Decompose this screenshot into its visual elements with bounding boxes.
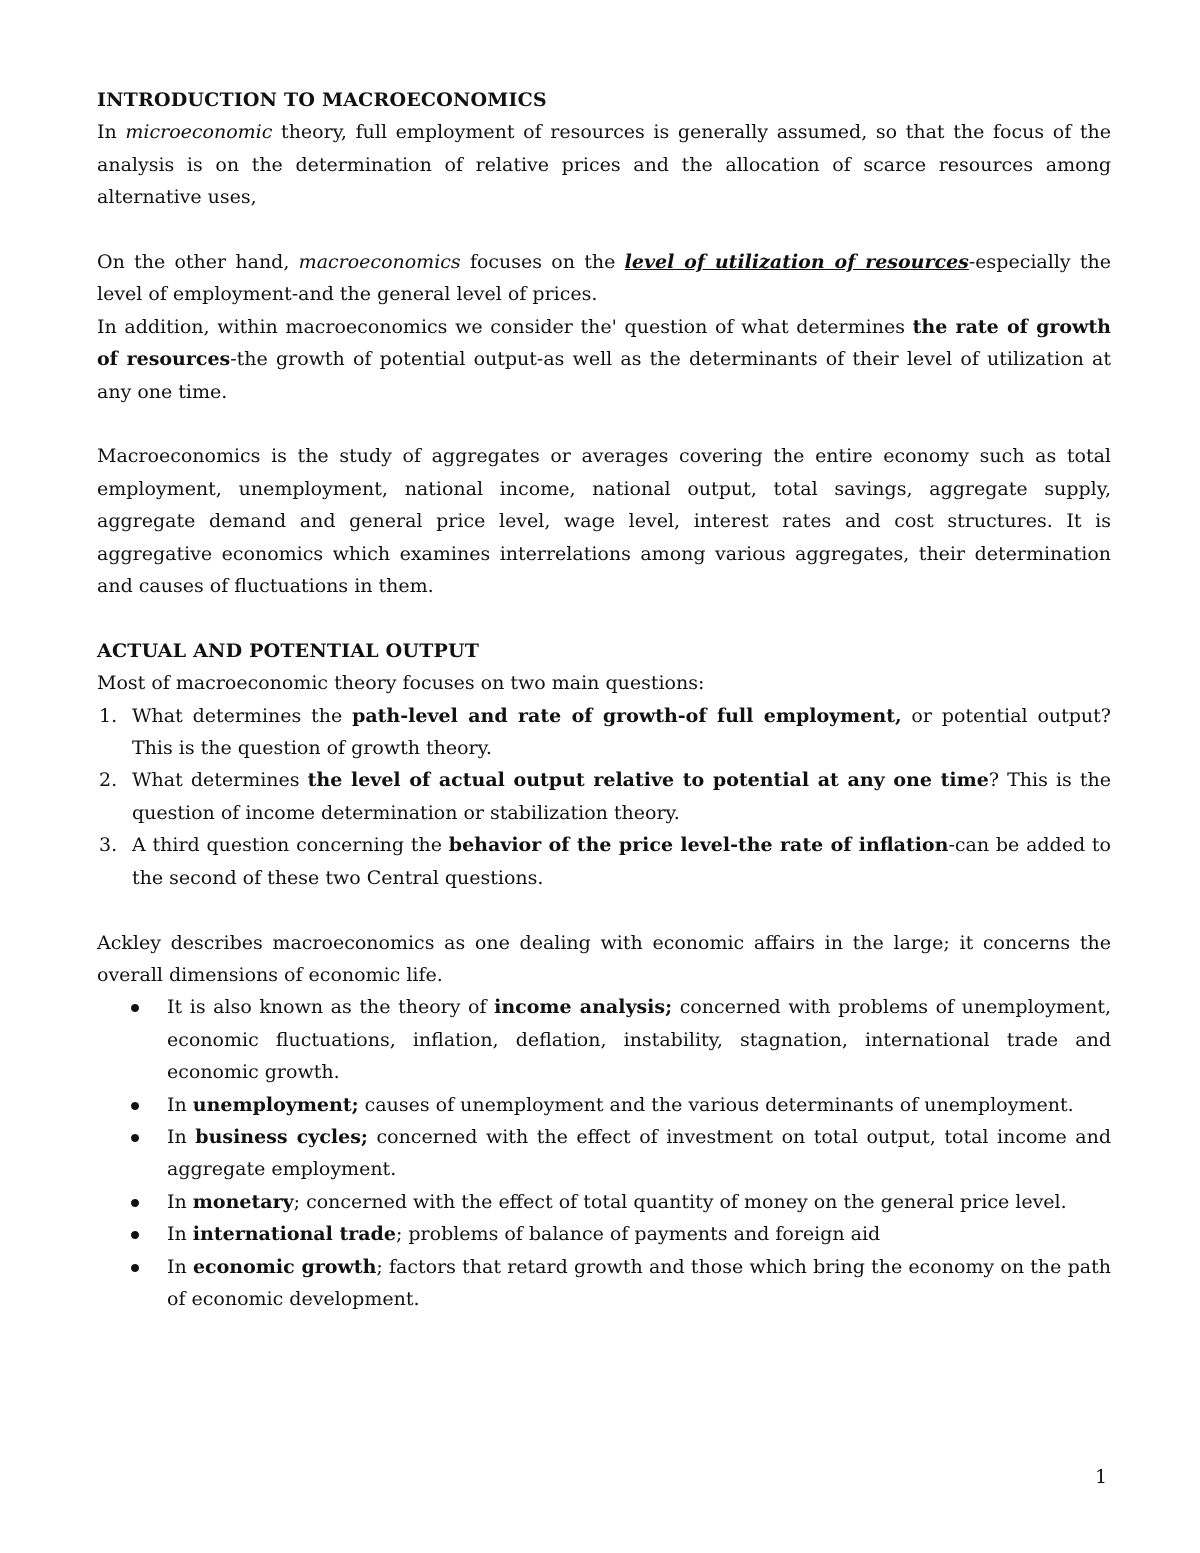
section-heading-introduction: INTRODUCTION TO MACROECONOMICS [97, 89, 547, 111]
bold-term: income analysis; [494, 996, 673, 1019]
bold-term-rate-of-growth: the rate of growth of resources [97, 315, 1111, 371]
numbered-question-list [97, 700, 1111, 894]
paragraph-aggregates: Macroeconomics is the study of aggregates or averages covering the entire economy such as total employment, unemployment, national income, national output, total savings, aggregate supply, aggregate demand and general price level, wage level, interest rates and cost structures. It is aggregative economics which examines interrelations among various aggregates, their determination and causes of fluctuations in them. [97, 445, 1111, 598]
text-run: ; problems of balance of payments and foreign aid [395, 1223, 881, 1246]
text-run: In [167, 1093, 193, 1116]
text-run: ; factors that retard growth and those which bring the economy on the path of economic development. [167, 1255, 1111, 1310]
text-run: concerned with problems of unemployment, economic fluctuations, inflation, deflation, instability, stagnation, international trade and economic growth. [167, 996, 1112, 1084]
bold-term: path-level and rate of growth-of full employment, [352, 704, 902, 727]
text-run: It is also known as the theory of [167, 996, 495, 1019]
blank-line [97, 408, 1111, 440]
text-run: In [167, 1190, 193, 1213]
text-run: -the growth of potential output-as well as the determinants of their level of utilization at any one time. [97, 348, 1112, 403]
text-run: -can be added to the second of these two Central questions. [132, 834, 1111, 889]
bold-term: business cycles; [195, 1125, 368, 1148]
document-page [97, 84, 1111, 1315]
blank-line [97, 214, 1111, 246]
text-run: On the other hand, [97, 251, 299, 274]
bullet-icon [131, 1231, 139, 1239]
bullet-icon [131, 1199, 139, 1207]
bullet-icon [131, 1004, 139, 1012]
list-item [97, 991, 1111, 1088]
blank-line [97, 894, 1111, 926]
bold-term: unemployment; [192, 1093, 359, 1116]
paragraph-microeconomic-theory [97, 116, 1111, 213]
text-run: or potential output? This is the question of growth theory. [132, 704, 1111, 760]
bullet-icon [131, 1264, 139, 1272]
bold-term: international trade [192, 1223, 396, 1246]
list-item [97, 764, 1111, 829]
list-item [97, 700, 1111, 765]
list-item [97, 1089, 1111, 1121]
bullet-list [97, 991, 1111, 1315]
text-run: In [167, 1255, 193, 1278]
list-item [97, 829, 1111, 894]
list-number: 1. [99, 704, 118, 727]
text-run: In [167, 1223, 193, 1246]
italic-term-macroeconomics: macroeconomics [298, 251, 461, 274]
text-run: What determines [132, 769, 308, 792]
page-number: 1 [1095, 1466, 1108, 1488]
list-item [97, 1186, 1111, 1218]
bullet-icon [131, 1102, 139, 1110]
text-run: focuses on the [460, 251, 625, 274]
text-run: In [167, 1125, 196, 1148]
list-item [97, 1121, 1111, 1186]
bold-term: monetary [192, 1190, 294, 1213]
text-run: concerned with the effect of investment on total output, total income and aggregate employment. [167, 1125, 1111, 1181]
text-run: -especially the level of employment-and the general level of prices. [97, 251, 1112, 306]
italic-term-microeconomic: microeconomic [125, 121, 273, 144]
text-run: In addition, within macroeconomics we consider the' question of what determines [97, 315, 913, 338]
list-number: 3. [99, 834, 118, 857]
bold-term: economic growth [192, 1255, 377, 1278]
list-item [97, 1218, 1111, 1250]
list-item [97, 1251, 1111, 1316]
list-number: 2. [99, 769, 118, 792]
text-run: In [97, 121, 126, 144]
bold-term: behavior of the price level-the rate of inflation [448, 834, 949, 857]
text-run: causes of unemployment and the various determinants of unemployment. [358, 1093, 1074, 1116]
text-run: A third question concerning the [132, 834, 449, 857]
text-run: What determines the [132, 704, 353, 727]
blank-line [97, 602, 1111, 634]
paragraph-rate-of-growth [97, 311, 1111, 408]
paragraph-ackley: Ackley describes macroeconomics as one dealing with economic affairs in the large; it concerns the overall dimensions of economic life. [97, 931, 1111, 986]
emphasis-level-of-utilization: level of utilization of resources [624, 251, 969, 274]
text-run: ; concerned with the effect of total quantity of money on the general price level. [293, 1190, 1067, 1213]
bullet-icon [131, 1134, 139, 1142]
text-run: ? This is the question of income determination or stabilization theory. [132, 769, 1111, 824]
text-run: theory, full employment of resources is generally assumed, so that the focus of the analysis is on the determination of relative prices and the allocation of scarce resources among alternative uses, [97, 121, 1111, 209]
bold-term: the level of actual output relative to potential at any one time [307, 769, 989, 792]
section-heading-actual-potential-output: ACTUAL AND POTENTIAL OUTPUT [97, 639, 480, 662]
paragraph-macroeconomics-focus [97, 246, 1111, 311]
paragraph-main-questions-intro: Most of macroeconomic theory focuses on two main questions: [97, 672, 705, 695]
